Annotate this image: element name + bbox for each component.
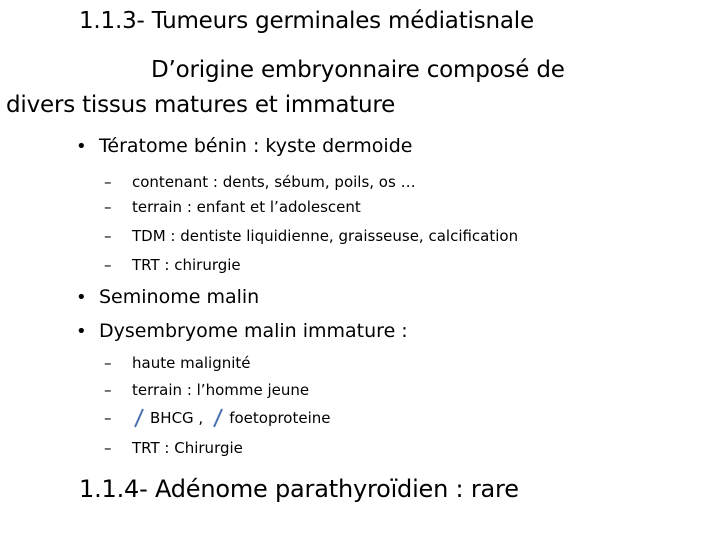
bullet-text: Dysembryome malin immature : (99, 320, 408, 342)
increase-arrow-icon (211, 408, 225, 428)
sub-item (104, 175, 416, 190)
bullet-text: Seminome malin (99, 286, 260, 308)
dash-marker: – (104, 227, 112, 245)
sub-item-text: TDM : dentiste liquidienne, graisseuse, calcification (132, 227, 519, 245)
sub-item (104, 356, 251, 371)
bullet-marker: • (76, 135, 87, 157)
bullet-seminome (76, 288, 259, 307)
dash-marker: – (104, 256, 112, 274)
sub-item (104, 229, 518, 244)
section-title-line2: D’origine embryonnaire composé de (151, 57, 565, 83)
sub-item (104, 200, 361, 215)
sub-item (104, 258, 241, 273)
bullet-dysembryome (76, 322, 408, 341)
sub-item (104, 383, 309, 398)
dash-marker: – (104, 381, 112, 399)
sub-item (104, 441, 243, 456)
dash-marker: – (104, 173, 112, 191)
bullet-text: Tératome bénin : kyste dermoide (99, 135, 413, 157)
dash-marker: – (104, 439, 112, 457)
sub-item-text: terrain : l’homme jeune (132, 381, 310, 399)
sub-item-text: haute malignité (132, 354, 251, 372)
dash-marker: – (104, 198, 112, 216)
sub-item-text: contenant : dents, sébum, poils, os … (132, 173, 416, 191)
sub-item-text: foetoproteine (229, 408, 331, 427)
section-title-line3: divers tissus matures et immature (6, 92, 396, 118)
sub-item-text: TRT : chirurgie (132, 256, 241, 274)
dash-marker: – (104, 408, 112, 427)
section-title-line1: 1.1.3- Tumeurs germinales médiatisnale (79, 8, 534, 34)
section-title-adenome: 1.1.4- Adénome parathyroïdien : rare (79, 475, 519, 503)
sub-item-text: TRT : Chirurgie (132, 439, 243, 457)
bullet-marker: • (76, 320, 87, 342)
sub-item (104, 408, 331, 428)
increase-arrow-icon (132, 408, 146, 428)
sub-item-text: BHCG , (150, 408, 204, 427)
dash-marker: – (104, 354, 112, 372)
sub-item-text: terrain : enfant et l’adolescent (132, 198, 361, 216)
bullet-marker: • (76, 286, 87, 308)
bullet-teratome (76, 137, 412, 156)
